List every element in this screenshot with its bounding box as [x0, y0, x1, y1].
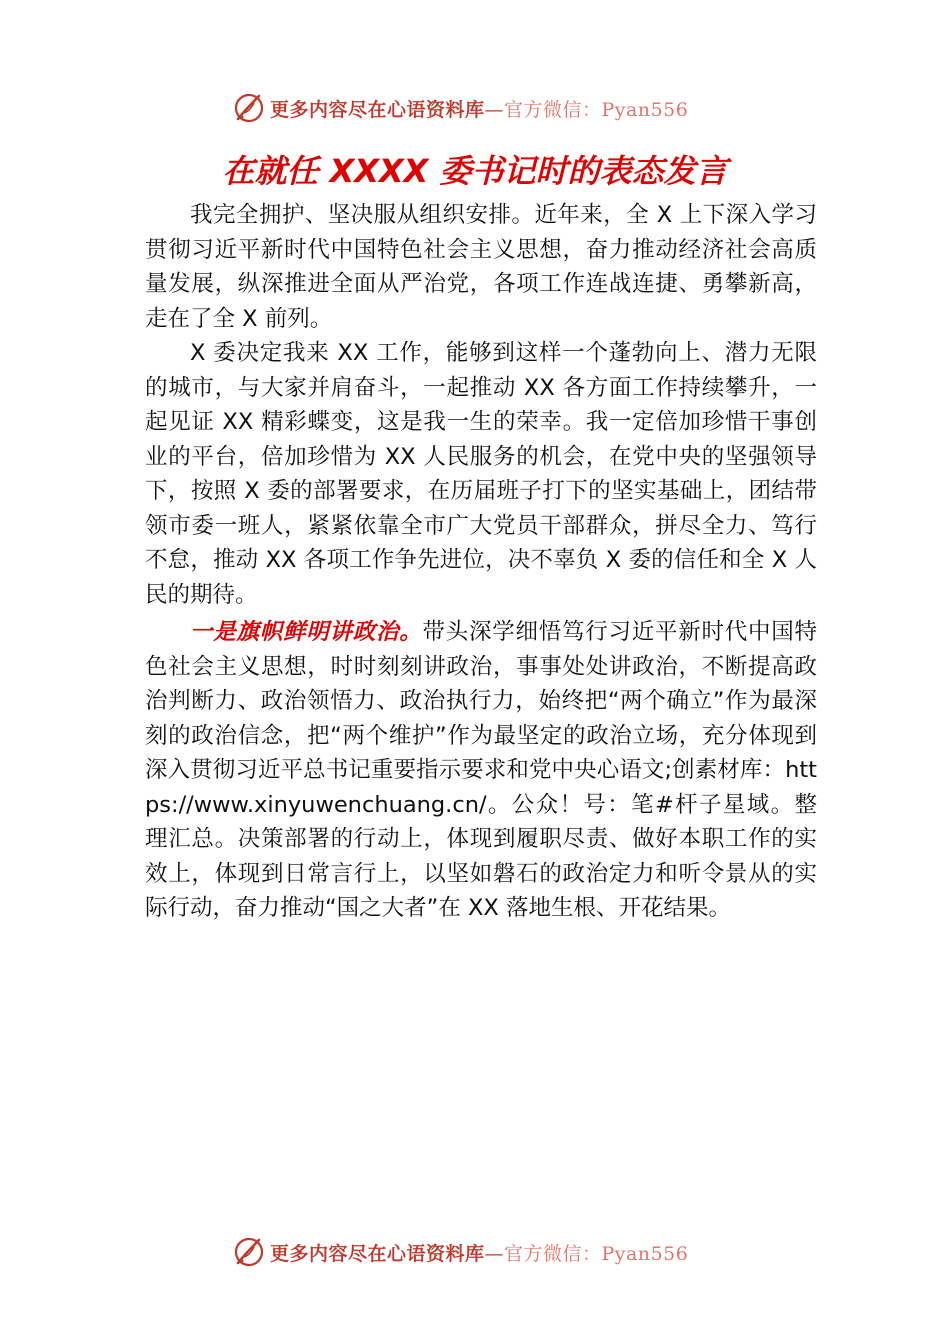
paragraph-1: 我完全拥护、坚决服从组织安排。近年来，全 X 上下深入学习贯彻习近平新时代中国特色社会主义思想，奋力推动经济社会高质量发展，纵深推进全面从严治党，各项工作连战连捷、勇攀新高，走在了全 X 前列。	[145, 202, 817, 332]
quill-ink-logo-icon	[232, 1235, 266, 1269]
banner-text	[270, 1239, 688, 1266]
banner-separator: —	[484, 1242, 505, 1265]
banner-wechat: 官方微信：Pyan556	[504, 1242, 689, 1265]
header-banner	[232, 90, 722, 126]
paragraph-lead: 一是旗帜鲜明讲政治。	[190, 619, 423, 645]
document-title: 在就任 XXXX 委书记时的表态发言	[222, 152, 728, 190]
paragraph-3-text: 带头深学细悟笃行习近平新时代中国特色社会主义思想，时时刻刻讲政治，事事处处讲政治，不断提高政治判断力、政治领悟力、政治执行力，始终把“两个确立”作为最深刻的政治信念，把“两个维护”作为最坚定的政治立场，充分体现到深入贯彻习近平总书记重要指示要求和党中央心语文;创素材库：https://www.xinyuwenchuang.cn/。公众！号：笔#杆子星域。整理汇总。决策部署的行动上，体现到履职尽责、做好本职工作的实效上，体现到日常言行上，以坚如磐石的政治定力和听令景从的实际行动，奋力推动“国之大者”在 XX 落地生根、开花结果。	[145, 619, 817, 921]
footer-banner	[232, 1234, 722, 1270]
banner-separator: —	[484, 98, 505, 121]
banner-brand: 更多内容尽在心语资料库	[270, 1242, 485, 1265]
banner-wechat: 官方微信：Pyan556	[504, 98, 689, 121]
banner-text	[270, 95, 688, 122]
document-body	[145, 198, 817, 926]
paragraph-2: X 委决定我来 XX 工作，能够到这样一个蓬勃向上、潜力无限的城市，与大家并肩奋斗，一起推动 XX 各方面工作持续攀升，一起见证 XX 精彩蝶变，这是我一生的荣幸。我一定倍加珍惜干事创业的平台，倍加珍惜为 XX 人民服务的机会，在党中央的坚强领导下，按照 X 委的部署要求，在历届班子打下的坚实基础上，团结带领市委一班人，紧紧依靠全市广大党员干部群众，拼尽全力、笃行不怠，推动 XX 各项工作争先进位，决不辜负 X 委的信任和全 X 人民的期待。	[145, 340, 817, 608]
banner-brand: 更多内容尽在心语资料库	[270, 98, 485, 121]
quill-ink-logo-icon	[232, 91, 266, 125]
paragraph-3	[145, 615, 817, 926]
